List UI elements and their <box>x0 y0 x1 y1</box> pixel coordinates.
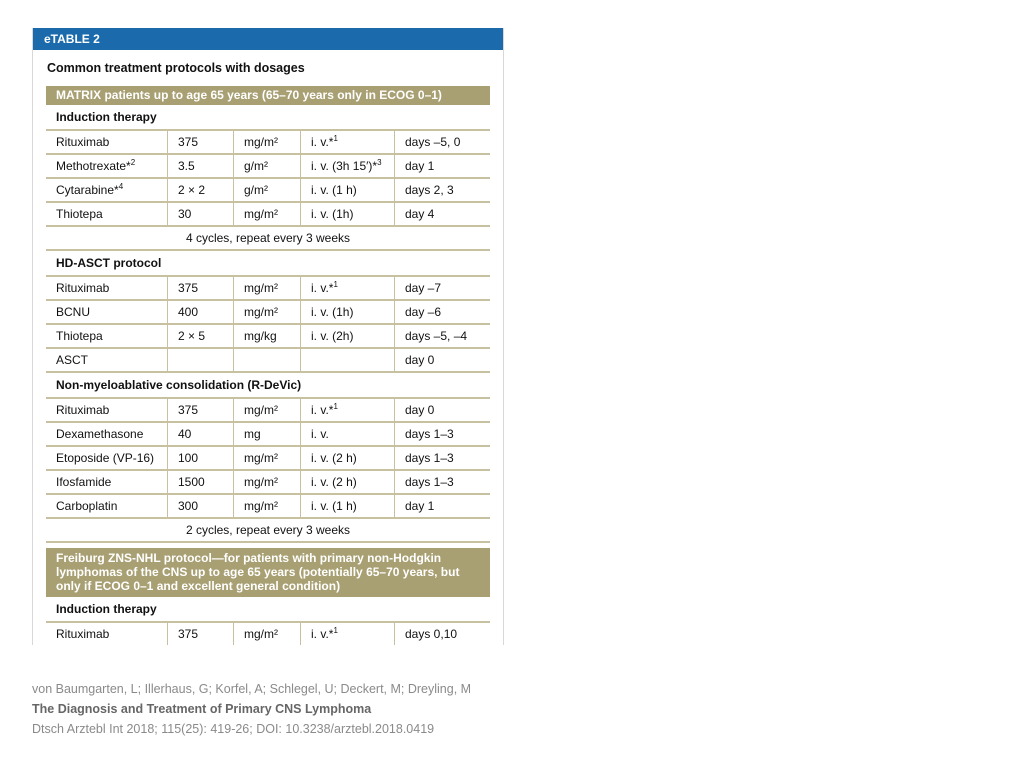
table-row <box>46 155 490 179</box>
route-cell: i. v.*$^1$ <box>301 399 395 421</box>
unit-cell: g/m² <box>234 179 301 201</box>
table-row <box>46 623 490 645</box>
section-freiburg: Freiburg ZNS-NHL protocol—for patients with primary non-Hodgkin lymphomas of the CNS up to age 65 years (potentially 65–70 years, but only if ECOG 0–1 and excellent general condition) <box>46 548 490 597</box>
unit-cell <box>234 349 301 371</box>
citation-authors: von Baumgarten, L; Illerhaus, G; Korfel, A; Schlegel, U; Deckert, M; Dreyling, M <box>32 682 472 696</box>
consolidation-note: 2 cycles, repeat every 3 weeks <box>46 519 490 543</box>
days-cell: day 0 <box>405 353 435 367</box>
subhead-consolidation: Non-myeloablative consolidation (R-DeVic) <box>46 373 490 399</box>
table-row <box>46 495 490 519</box>
induction-note: 4 cycles, repeat every 3 weeks <box>46 227 490 251</box>
days-cell: days –5, 0 <box>405 135 461 149</box>
drug-cell: Cytarabine*$^4$ <box>46 179 168 201</box>
table-row <box>46 325 490 349</box>
table-row <box>46 301 490 325</box>
drug-cell: Dexamethasone <box>46 423 168 445</box>
table-row <box>46 179 490 203</box>
drug-cell: Rituximab <box>46 399 168 421</box>
group-hdasct <box>33 277 503 373</box>
unit-cell: mg/m² <box>234 131 301 153</box>
drug-cell: Rituximab <box>46 623 168 645</box>
route-cell: i. v.*$^1$ <box>301 131 395 153</box>
group-induction <box>33 131 503 227</box>
route-cell: i. v. (2 h) <box>301 471 395 493</box>
drug-cell: ASCT <box>46 349 168 371</box>
days-cell: days 1–3 <box>405 451 454 465</box>
days-cell: day 1 <box>405 499 435 513</box>
days-cell: day –6 <box>405 305 442 319</box>
unit-cell: mg <box>234 423 301 445</box>
dose-cell: 2 × 2 <box>168 179 234 201</box>
unit-cell: mg/m² <box>234 277 301 299</box>
table-image <box>32 28 504 645</box>
days-cell: day –7 <box>405 281 442 295</box>
dose-cell: 375 <box>168 623 234 645</box>
unit-cell: mg/m² <box>234 471 301 493</box>
route-cell: i. v. (3h 15′)*$^3$ <box>301 155 395 177</box>
citation <box>32 679 471 739</box>
days-cell: days 2, 3 <box>405 183 454 197</box>
footnote-marker: 2 <box>130 158 136 167</box>
unit-cell: mg/m² <box>234 495 301 517</box>
group-induction-2 <box>33 623 503 645</box>
dose-cell: 375 <box>168 131 234 153</box>
table-row <box>46 131 490 155</box>
citation-title: The Diagnosis and Treatment of Primary CNS Lymphoma <box>32 702 372 716</box>
group-consolidation <box>33 399 503 519</box>
drug-cell: Rituximab <box>46 131 168 153</box>
unit-cell: mg/m² <box>234 301 301 323</box>
footnote-marker: 1 <box>333 134 338 143</box>
route-cell: i. v. <box>301 423 395 445</box>
table-title: Common treatment protocols with dosages <box>47 61 305 75</box>
dose-cell: 100 <box>168 447 234 469</box>
dose-cell: 375 <box>168 277 234 299</box>
route-cell: i. v. (2 h) <box>301 447 395 469</box>
days-cell: days 1–3 <box>405 427 454 441</box>
drug-cell: Ifosfamide <box>46 471 168 493</box>
dose-cell: 300 <box>168 495 234 517</box>
dose-cell: 3.5 <box>168 155 234 177</box>
table-row <box>46 203 490 227</box>
unit-cell: mg/kg <box>234 325 301 347</box>
section-matrix: MATRIX patients up to age 65 years (65–70 years only in ECOG 0–1) <box>46 86 490 105</box>
subhead-induction: Induction therapy <box>46 105 490 131</box>
route-cell: i. v.*$^1$ <box>301 277 395 299</box>
footnote-marker: 1 <box>333 626 338 635</box>
table-row <box>46 447 490 471</box>
days-cell: day 1 <box>405 159 435 173</box>
route-cell <box>301 349 395 371</box>
dose-cell: 400 <box>168 301 234 323</box>
route-cell: i. v.*$^1$ <box>301 623 395 645</box>
days-cell: days –5, –4 <box>405 329 468 343</box>
dose-cell: 1500 <box>168 471 234 493</box>
route-cell: i. v. (1h) <box>301 301 395 323</box>
drug-cell: Carboplatin <box>46 495 168 517</box>
days-cell: days 0,10 <box>405 627 458 641</box>
unit-cell: mg/m² <box>234 399 301 421</box>
drug-cell: BCNU <box>46 301 168 323</box>
route-cell: i. v. (2h) <box>301 325 395 347</box>
days-cell: days 1–3 <box>405 475 454 489</box>
drug-cell: Rituximab <box>46 277 168 299</box>
footnote-marker: 4 <box>118 182 124 191</box>
dose-cell: 40 <box>168 423 234 445</box>
days-cell: day 0 <box>405 403 435 417</box>
table-header: eTABLE 2 <box>33 28 503 50</box>
table-row <box>46 423 490 447</box>
route-cell: i. v. (1 h) <box>301 495 395 517</box>
table-row <box>46 349 490 373</box>
citation-source: Dtsch Arztebl Int 2018; 115(25): 419-26; DOI: 10.3238/arztebl.2018.0419 <box>32 722 435 736</box>
route-cell: i. v. (1h) <box>301 203 395 225</box>
table-row <box>46 277 490 301</box>
footnote-marker: 1 <box>333 402 338 411</box>
route-cell: i. v. (1 h) <box>301 179 395 201</box>
drug-cell: Methotrexate*$^2$ <box>46 155 168 177</box>
drug-cell: Etoposide (VP-16) <box>46 447 168 469</box>
table-row <box>46 399 490 423</box>
dose-cell <box>168 349 234 371</box>
table-row <box>46 471 490 495</box>
days-cell: day 4 <box>405 207 435 221</box>
dose-cell: 30 <box>168 203 234 225</box>
drug-cell: Thiotepa <box>46 325 168 347</box>
footnote-marker: 1 <box>333 280 338 289</box>
dose-cell: 2 × 5 <box>168 325 234 347</box>
subhead-hdasct: HD-ASCT protocol <box>46 251 490 277</box>
unit-cell: mg/m² <box>234 203 301 225</box>
dose-cell: 375 <box>168 399 234 421</box>
footnote-marker: 3 <box>377 158 382 167</box>
drug-cell: Thiotepa <box>46 203 168 225</box>
unit-cell: mg/m² <box>234 623 301 645</box>
unit-cell: g/m² <box>234 155 301 177</box>
unit-cell: mg/m² <box>234 447 301 469</box>
subhead-induction-2: Induction therapy <box>46 597 490 623</box>
